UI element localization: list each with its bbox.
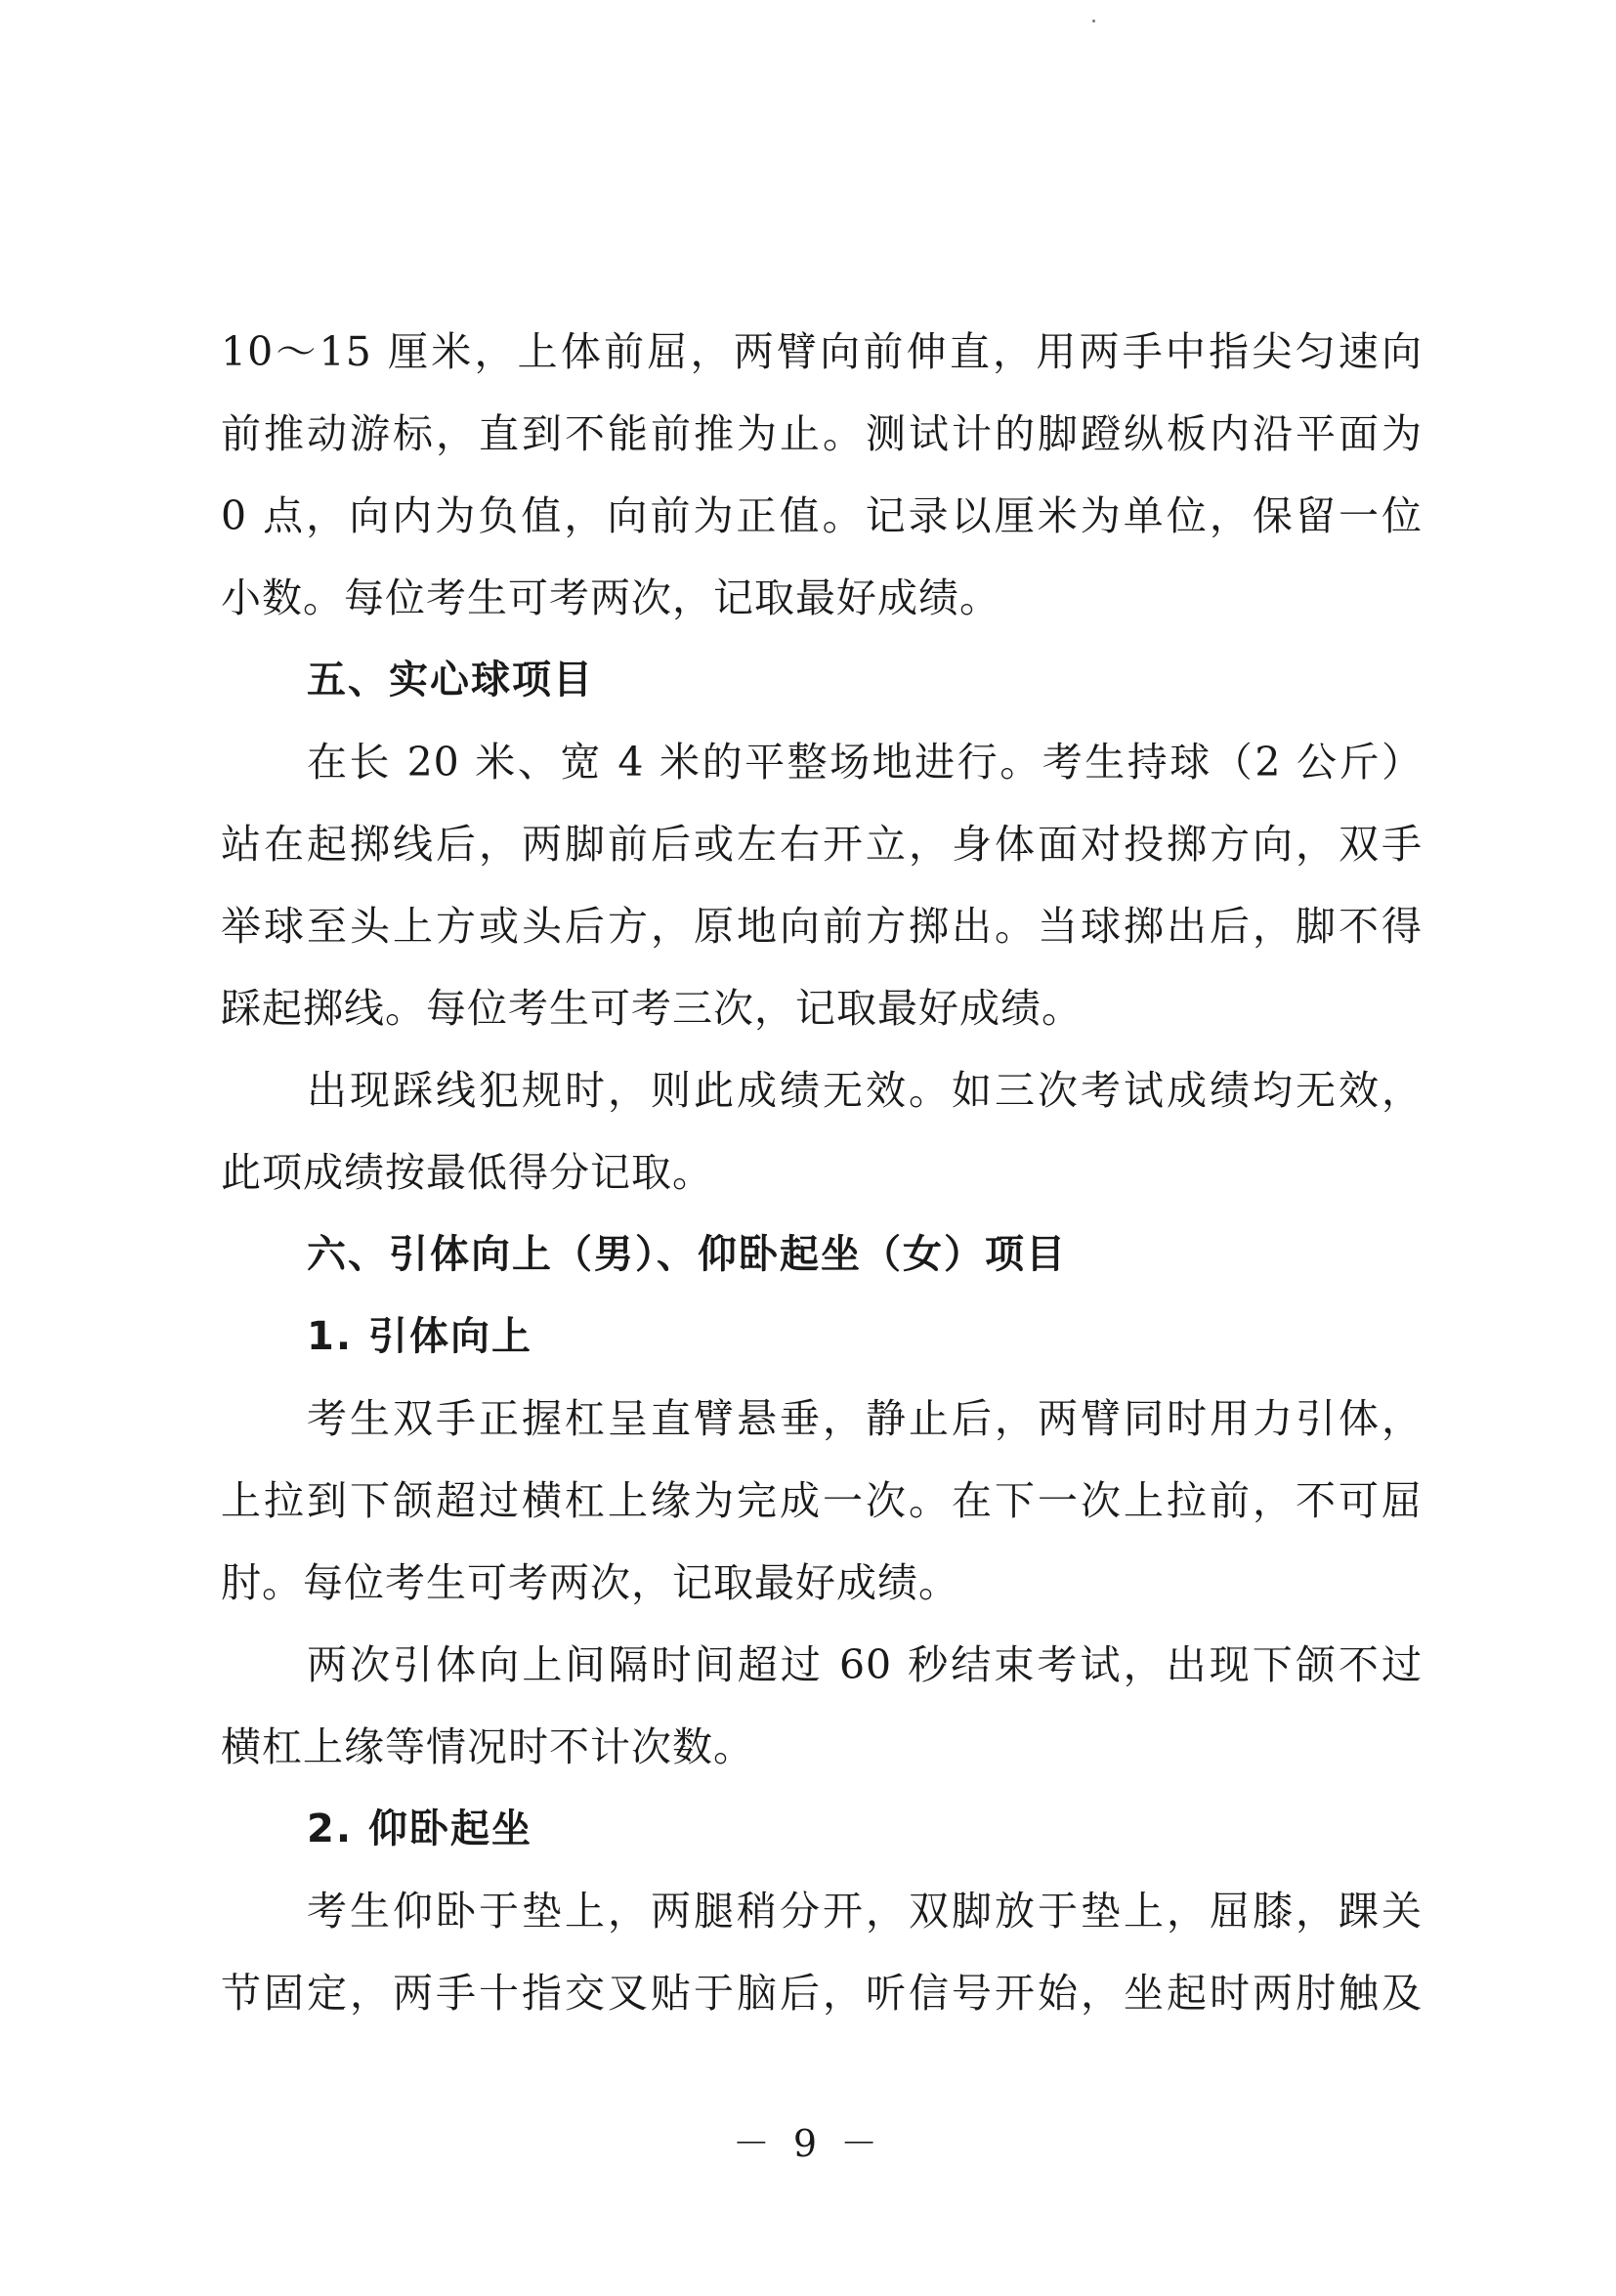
paragraph-line: 在长 20 米、宽 4 米的平整场地进行。考生持球（2 公斤） bbox=[307, 739, 1423, 786]
scan-speck bbox=[1092, 20, 1095, 22]
page-number: － 9 － bbox=[732, 2122, 884, 2165]
paragraph-line: 小数。每位考生可考两次，记取最好成绩。 bbox=[221, 574, 1000, 621]
paragraph-line: 此项成绩按最低得分记取。 bbox=[221, 1149, 713, 1196]
paragraph-line: 踩起掷线。每位考生可考三次，记取最好成绩。 bbox=[221, 985, 1083, 1032]
paragraph-line: 考生仰卧于垫上，两腿稍分开，双脚放于垫上，屈膝，踝关 bbox=[307, 1888, 1423, 1935]
section-heading-pullup-situp: 六、引体向上（男）、仰卧起坐（女）项目 bbox=[307, 1232, 1067, 1277]
paragraph-line: 考生双手正握杠呈直臂悬垂，静止后，两臂同时用力引体， bbox=[307, 1395, 1423, 1442]
paragraph-line: 站在起掷线后，两脚前后或左右开立，身体面对投掷方向，双手 bbox=[221, 821, 1423, 868]
paragraph-line: 举球至头上方或头后方，原地向前方掷出。当球掷出后，脚不得 bbox=[221, 903, 1423, 950]
document-body bbox=[221, 311, 1423, 2034]
paragraph-line: 10～15 厘米，上体前屈，两臂向前伸直，用两手中指尖匀速向 bbox=[221, 328, 1423, 375]
subsection-heading-pullup: 1. 引体向上 bbox=[307, 1314, 532, 1359]
paragraph-line: 出现踩线犯规时，则此成绩无效。如三次考试成绩均无效， bbox=[307, 1067, 1423, 1114]
paragraph-line: 两次引体向上间隔时间超过 60 秒结束考试，出现下颌不过 bbox=[307, 1641, 1423, 1688]
paragraph-line: 横杠上缘等情况时不计次数。 bbox=[221, 1723, 754, 1770]
paragraph-line: 上拉到下颌超过横杠上缘为完成一次。在下一次上拉前，不可屈 bbox=[221, 1477, 1423, 1524]
paragraph-line: 前推动游标，直到不能前推为止。测试计的脚蹬纵板内沿平面为 bbox=[221, 410, 1423, 457]
section-heading-medicine-ball: 五、实心球项目 bbox=[307, 658, 594, 702]
subsection-heading-situp: 2. 仰卧起坐 bbox=[307, 1807, 532, 1851]
paragraph-line: 节固定，两手十指交叉贴于脑后，听信号开始，坐起时两肘触及 bbox=[221, 1970, 1423, 2017]
paragraph-line: 肘。每位考生可考两次，记取最好成绩。 bbox=[221, 1559, 959, 1606]
paragraph-line: 0 点，向内为负值，向前为正值。记录以厘米为单位，保留一位 bbox=[221, 492, 1423, 539]
